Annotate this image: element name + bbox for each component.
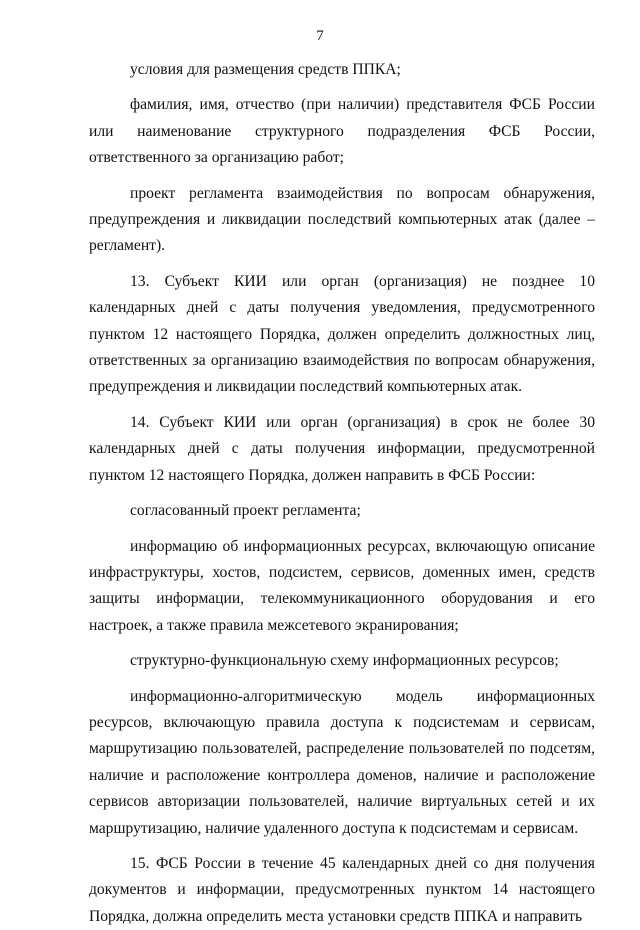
paragraph-structural-scheme: структурно-функциональную схему информационных ресурсов;	[130, 652, 559, 670]
paragraph-regulation-draft: проект регламента взаимодействия по вопросам обнаружения, предупреждения и ликвидации последствий компьютерных атак (далее – регламент).	[89, 184, 595, 255]
scan-artifact	[526, 885, 566, 887]
paragraph-clause-14: 14. Субъект КИИ или орган (организация) в срок не более 30 календарных дней с даты получения информации, предусмотренной пунктом 12 настоящего Порядка, должен направить в ФСБ России:	[89, 413, 595, 484]
paragraph-agreed-draft: согласованный проект регламента;	[130, 502, 361, 520]
paragraph-information-resources: информацию об информационных ресурсах, включающую описание инфраструктуры, хостов, подсистем, сервисов, доменных имен, средств защиты информации, телекоммуникационного оборудования и его настроек, а также правила межсетевого экранирования;	[89, 537, 595, 634]
document-body	[89, 57, 595, 930]
paragraph-ppka-conditions: условия для размещения средств ППКА;	[130, 61, 401, 78]
paragraph-fsb-representative: фамилия, имя, отчество (при наличии) представителя ФСБ России или наименование структурного подразделения ФСБ России, ответственного за организацию работ;	[89, 96, 595, 167]
paragraph-clause-13: 13. Субъект КИИ или орган (организация) не позднее 10 календарных дней с даты получения уведомления, предусмотренного пунктом 12 настоящего Порядка, должен определить должностных лиц, ответственных за организацию взаимодействия по вопросам обнаружения, предупреждения и ликвидации последствий компьютерных атак.	[89, 272, 595, 396]
paragraph-clause-15: 15. ФСБ России в течение 45 календарных дней со дня получения документов и информации, предусмотренных пунктом 14 настоящего Порядка, должна определить места установки средств ППКА и направить	[89, 854, 595, 925]
page-number: 7	[316, 28, 324, 44]
paragraph-algorithmic-model: информационно-алгоритмическую модель информационных ресурсов, включающую правила доступа к подсистемам и сервисам, маршрутизацию пользователей, распределение пользователей по подсетям, наличие и расположение контроллера доменов, наличие и расположение сервисов авторизации пользователей, наличие виртуальных сетей и их маршрутизацию, наличие удаленного доступа к подсистемам и сервисам.	[89, 687, 595, 837]
